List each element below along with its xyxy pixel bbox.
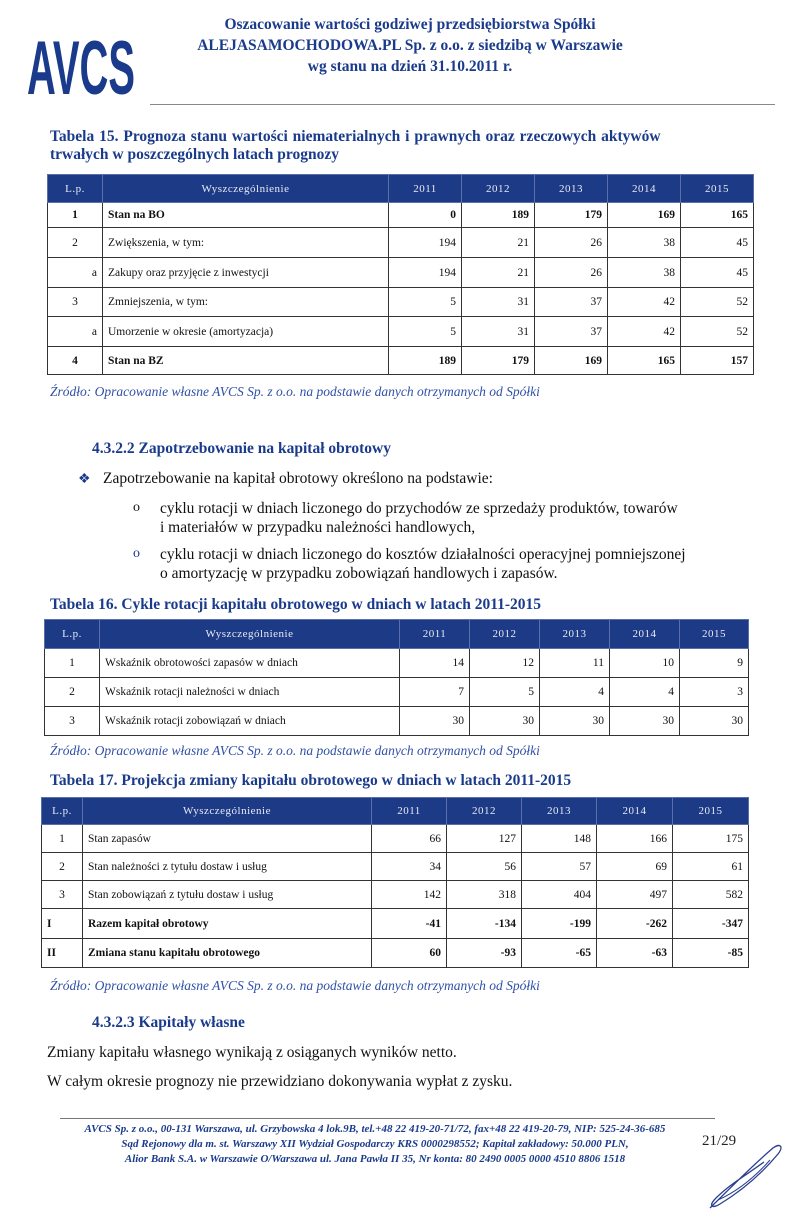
cell-value: 21 xyxy=(462,228,535,258)
cell-value: 38 xyxy=(608,228,681,258)
cell-value: 26 xyxy=(535,228,608,258)
cell-value: 26 xyxy=(535,258,608,288)
section-4322-heading: 4.3.2.2 Zapotrzebowanie na kapitał obrotowy xyxy=(92,440,391,457)
table-row xyxy=(45,649,749,678)
col-header: L.p. xyxy=(45,620,100,649)
cell-value: 61 xyxy=(673,853,749,881)
cell-value: 12 xyxy=(470,649,540,678)
cell-value: 165 xyxy=(681,203,754,228)
cell-label: Wskaźnik rotacji zobowiązań w dniach xyxy=(100,707,400,736)
cell-label: Zmiana stanu kapitału obrotowego xyxy=(83,939,372,968)
cell-label: Stan zapasów xyxy=(83,825,372,853)
cell-lp: I xyxy=(42,909,83,939)
col-header: 2012 xyxy=(462,175,535,203)
footer-line-1: AVCS Sp. z o.o., 00-131 Warszawa, ul. Grzybowska 4 lok.9B, tel.+48 22 419-20-71/72, fax+48 22 419-20-79, NIP: 525-24-36-685 xyxy=(84,1123,666,1135)
cell-label: Razem kapitał obrotowy xyxy=(83,909,372,939)
cell-value: 31 xyxy=(462,317,535,347)
cell-value: 166 xyxy=(597,825,673,853)
cell-value: -262 xyxy=(597,909,673,939)
cell-value: 3 xyxy=(680,678,749,707)
table-row xyxy=(42,853,749,881)
cell-lp: 2 xyxy=(42,853,83,881)
document-header xyxy=(150,14,670,77)
cell-lp: 2 xyxy=(45,678,100,707)
col-header: 2011 xyxy=(372,798,447,825)
table16-header-row xyxy=(45,620,749,649)
cell-value: 31 xyxy=(462,288,535,317)
cell-value: 45 xyxy=(681,228,754,258)
col-header: 2014 xyxy=(608,175,681,203)
cell-value: 37 xyxy=(535,288,608,317)
col-header: 2015 xyxy=(681,175,754,203)
col-header: 2014 xyxy=(597,798,673,825)
list-item xyxy=(160,545,760,583)
list-item-line: o amortyzację w przypadku zobowiązań handlowych i zapasów. xyxy=(160,565,558,582)
table16-source: Źródło: Opracowanie własne AVCS Sp. z o.o. na podstawie danych otrzymanych od Spółki xyxy=(50,743,540,758)
cell-value: 5 xyxy=(470,678,540,707)
cell-lp: 3 xyxy=(48,288,103,317)
cell-value: 404 xyxy=(522,881,597,909)
cell-value: 30 xyxy=(680,707,749,736)
cell-value: 169 xyxy=(608,203,681,228)
cell-value: 30 xyxy=(540,707,610,736)
table-row xyxy=(42,939,749,968)
cell-value: 4 xyxy=(610,678,680,707)
logo-text: AVCS xyxy=(27,26,135,111)
cell-label: Wskaźnik obrotowości zapasów w dniach xyxy=(100,649,400,678)
cell-value: 179 xyxy=(462,347,535,375)
cell-value: 30 xyxy=(610,707,680,736)
cell-value: 189 xyxy=(389,347,462,375)
cell-value: 318 xyxy=(447,881,522,909)
cell-value: 30 xyxy=(470,707,540,736)
col-header: 2013 xyxy=(540,620,610,649)
table-row xyxy=(42,825,749,853)
cell-label: Stan zobowiązań z tytułu dostaw i usług xyxy=(83,881,372,909)
footer-line-2: Sąd Rejonowy dla m. st. Warszawy XII Wydział Gospodarczy KRS 0000298552; Kapitał zakładowy: 50.000 PLN, xyxy=(121,1138,629,1150)
cell-value: 5 xyxy=(389,317,462,347)
cell-lp: a xyxy=(48,317,103,347)
table15-caption xyxy=(50,128,750,164)
col-header: 2012 xyxy=(470,620,540,649)
cell-value: 66 xyxy=(372,825,447,853)
table-row xyxy=(42,881,749,909)
cell-value: 37 xyxy=(535,317,608,347)
cell-label: Wskaźnik rotacji należności w dniach xyxy=(100,678,400,707)
table15-header-row xyxy=(48,175,754,203)
cell-label: Stan na BO xyxy=(103,203,389,228)
col-header: 2012 xyxy=(447,798,522,825)
cell-value: 52 xyxy=(681,288,754,317)
cell-lp: 2 xyxy=(48,228,103,258)
col-header: 2011 xyxy=(389,175,462,203)
table16-caption: Tabela 16. Cykle rotacji kapitału obrotowego w dniach w latach 2011-2015 xyxy=(50,596,542,613)
col-header: L.p. xyxy=(48,175,103,203)
cell-value: -65 xyxy=(522,939,597,968)
cell-value: 9 xyxy=(680,649,749,678)
table-row xyxy=(45,678,749,707)
col-header: 2014 xyxy=(610,620,680,649)
col-header: Wyszczególnienie xyxy=(100,620,400,649)
cell-value: -93 xyxy=(447,939,522,968)
cell-value: 38 xyxy=(608,258,681,288)
col-header: 2013 xyxy=(535,175,608,203)
cell-value: 175 xyxy=(673,825,749,853)
list-item-line: cyklu rotacji w dniach liczonego do przychodów ze sprzedaży produktów, towarów xyxy=(160,500,678,517)
cell-value: 157 xyxy=(681,347,754,375)
cell-value: 0 xyxy=(389,203,462,228)
cell-value: 56 xyxy=(447,853,522,881)
cell-value: 42 xyxy=(608,317,681,347)
cell-value: 34 xyxy=(372,853,447,881)
section-4323-heading: 4.3.2.3 Kapitały własne xyxy=(92,1014,245,1031)
table15 xyxy=(47,174,754,375)
cell-value: 179 xyxy=(535,203,608,228)
col-header: Wyszczególnienie xyxy=(103,175,389,203)
section-4323-paragraph-2: W całym okresie prognozy nie przewidziano dokonywania wypłat z zysku. xyxy=(47,1073,513,1090)
signature-icon xyxy=(698,1140,788,1220)
cell-value: 14 xyxy=(400,649,470,678)
cell-value: 4 xyxy=(540,678,610,707)
cell-value: -63 xyxy=(597,939,673,968)
table17 xyxy=(41,797,749,968)
table-row xyxy=(48,258,754,288)
cell-value: 582 xyxy=(673,881,749,909)
table-row xyxy=(48,317,754,347)
col-header: 2013 xyxy=(522,798,597,825)
cell-value: 69 xyxy=(597,853,673,881)
cell-value: 7 xyxy=(400,678,470,707)
cell-value: 169 xyxy=(535,347,608,375)
table-row xyxy=(45,707,749,736)
cell-lp: 4 xyxy=(48,347,103,375)
col-header: Wyszczególnienie xyxy=(83,798,372,825)
cell-label: Stan na BZ xyxy=(103,347,389,375)
col-header: 2015 xyxy=(673,798,749,825)
cell-value: -85 xyxy=(673,939,749,968)
cell-label: Zakupy oraz przyjęcie z inwestycji xyxy=(103,258,389,288)
list-item-line: i materiałów w przypadku należności handlowych, xyxy=(160,519,476,536)
cell-value: 21 xyxy=(462,258,535,288)
table17-caption: Tabela 17. Projekcja zmiany kapitału obrotowego w dniach w latach 2011-2015 xyxy=(50,772,572,789)
footer-divider xyxy=(60,1118,715,1119)
table17-source: Źródło: Opracowanie własne AVCS Sp. z o.o. na podstawie danych otrzymanych od Spółki xyxy=(50,978,540,993)
cell-value: 60 xyxy=(372,939,447,968)
cell-lp: 1 xyxy=(45,649,100,678)
cell-lp: 1 xyxy=(42,825,83,853)
cell-value: 497 xyxy=(597,881,673,909)
header-divider xyxy=(150,104,775,105)
cell-value: 52 xyxy=(681,317,754,347)
list-item-line: cyklu rotacji w dniach liczonego do kosztów działalności operacyjnej pomniejszonej xyxy=(160,546,686,563)
table15-source: Źródło: Opracowanie własne AVCS Sp. z o.o. na podstawie danych otrzymanych od Spółki xyxy=(50,384,540,399)
cell-value: 10 xyxy=(610,649,680,678)
avcs-logo xyxy=(27,24,137,111)
diamond-bullet-icon: ❖ xyxy=(78,472,91,487)
cell-label: Zmniejszenia, w tym: xyxy=(103,288,389,317)
section-4323-paragraph-1: Zmiany kapitału własnego wynikają z osiąganych wyników netto. xyxy=(47,1044,457,1061)
cell-label: Umorzenie w okresie (amortyzacja) xyxy=(103,317,389,347)
circle-bullet-icon: o xyxy=(133,500,140,515)
section-4322-intro: Zapotrzebowanie na kapitał obrotowy określono na podstawie: xyxy=(103,470,493,487)
table-row xyxy=(48,288,754,317)
table15-caption-line-1: Tabela 15. Prognoza stanu wartości niematerialnych i prawnych oraz rzeczowych aktywów xyxy=(50,128,661,145)
cell-label: Stan należności z tytułu dostaw i usług xyxy=(83,853,372,881)
cell-value: 165 xyxy=(608,347,681,375)
cell-value: 194 xyxy=(389,258,462,288)
page-number: 21/29 xyxy=(702,1133,737,1149)
cell-lp: 3 xyxy=(42,881,83,909)
cell-value: 11 xyxy=(540,649,610,678)
header-line-2: ALEJASAMOCHODOWA.PL Sp. z o.o. z siedzibą w Warszawie xyxy=(197,37,623,54)
cell-value: 57 xyxy=(522,853,597,881)
cell-lp: 1 xyxy=(48,203,103,228)
col-header: L.p. xyxy=(42,798,83,825)
header-line-1: Oszacowanie wartości godziwej przedsiębiorstwa Spółki xyxy=(224,16,596,33)
cell-value: 30 xyxy=(400,707,470,736)
cell-lp: a xyxy=(48,258,103,288)
cell-value: 5 xyxy=(389,288,462,317)
cell-value: 189 xyxy=(462,203,535,228)
table-row xyxy=(48,203,754,228)
cell-lp: 3 xyxy=(45,707,100,736)
table-row xyxy=(48,347,754,375)
cell-value: -347 xyxy=(673,909,749,939)
cell-value: 148 xyxy=(522,825,597,853)
col-header: 2015 xyxy=(680,620,749,649)
page-footer xyxy=(55,1122,695,1167)
table15-caption-line-2: trwałych w poszczególnych latach prognozy xyxy=(50,146,340,163)
table-row xyxy=(42,909,749,939)
cell-value: 127 xyxy=(447,825,522,853)
cell-lp: II xyxy=(42,939,83,968)
cell-value: 142 xyxy=(372,881,447,909)
table16 xyxy=(44,619,749,736)
cell-value: -199 xyxy=(522,909,597,939)
col-header: 2011 xyxy=(400,620,470,649)
cell-value: 42 xyxy=(608,288,681,317)
table-row xyxy=(48,228,754,258)
circle-bullet-icon: o xyxy=(133,546,140,561)
header-line-3: wg stanu na dzień 31.10.2011 r. xyxy=(307,58,513,75)
footer-line-3: Alior Bank S.A. w Warszawie O/Warszawa ul. Jana Pawła II 35, Nr konta: 80 2490 0005 0000 4510 8806 1518 xyxy=(124,1153,626,1165)
cell-value: 194 xyxy=(389,228,462,258)
cell-value: -41 xyxy=(372,909,447,939)
cell-value: 45 xyxy=(681,258,754,288)
list-item xyxy=(160,499,760,537)
table17-header-row xyxy=(42,798,749,825)
cell-label: Zwiększenia, w tym: xyxy=(103,228,389,258)
cell-value: -134 xyxy=(447,909,522,939)
